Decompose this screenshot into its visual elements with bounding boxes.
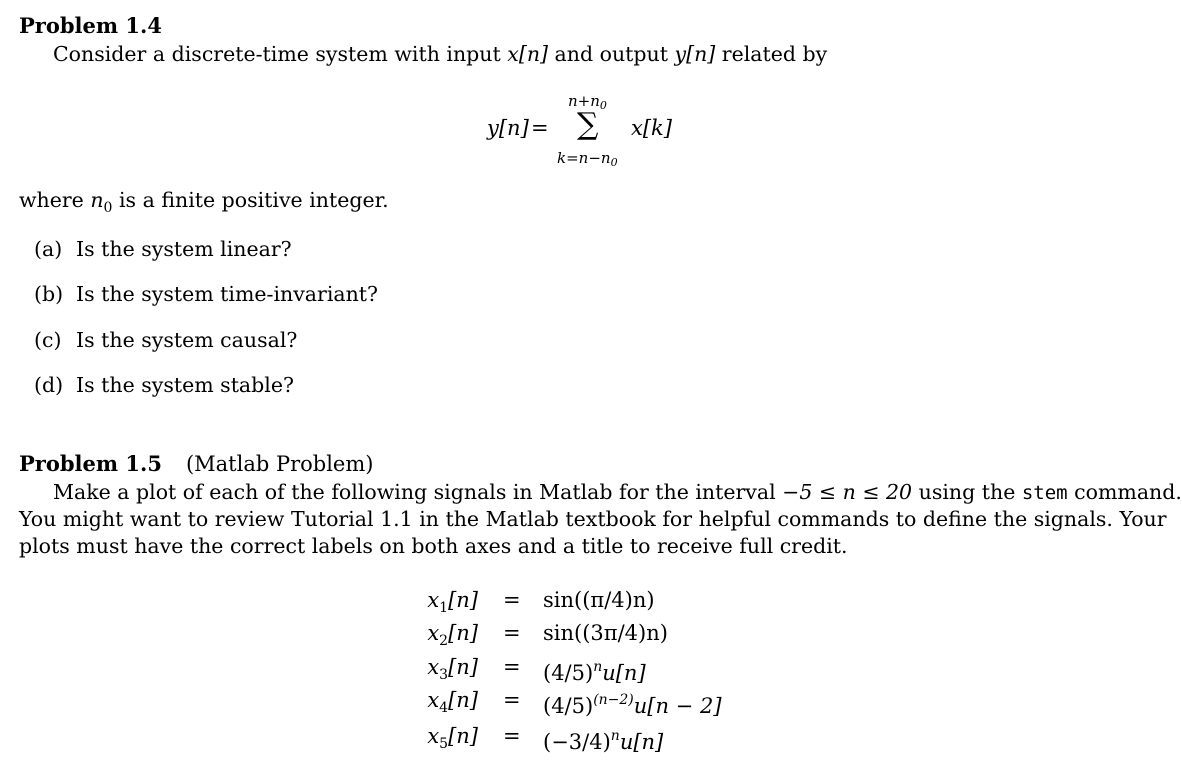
problem-1-5-title: Problem 1.5 xyxy=(19,451,162,476)
equation-lhs: y[n] xyxy=(487,116,529,140)
problem-1-5-line-2: You might want to review Tutorial 1.1 in the Matlab textbook for helpful commands to define the signals. Your xyxy=(19,507,1167,531)
problem-1-5-subtitle: (Matlab Problem) xyxy=(185,452,374,476)
problem-1-4-intro xyxy=(53,41,827,68)
part-c: (c) Is the system causal? xyxy=(34,328,298,352)
where-clause: where $n_0$ is a finite positive integer. xyxy=(19,188,389,216)
part-b: (b) Is the system time-invariant? xyxy=(34,282,379,306)
stem-command: stem xyxy=(1021,482,1068,504)
signal-x3: $x_3[n]$ = $(4/5)^nu[n]$ xyxy=(427,655,646,685)
intro-text-a: Consider a discrete-time system with input xyxy=(53,42,508,66)
signal-x2: $x_2[n]$ = sin((3π/4)n) xyxy=(427,621,668,649)
equation-equals: = xyxy=(531,116,549,140)
problem-1-5-line-1: Make a plot of each of the following signals in Matlab for the interval −5 ≤ n ≤ 20 using the stem command. xyxy=(53,480,1182,504)
intro-text-b: and output xyxy=(548,42,675,66)
signal-x5: $x_5[n]$ = $(-3/4)^nu[n]$ xyxy=(427,724,664,754)
input-signal: x[n] xyxy=(507,42,549,66)
summation-symbol: ∑ xyxy=(577,107,599,142)
signal-x1: $x_1[n]$ = sin((π/4)n) xyxy=(427,588,655,616)
interval: −5 ≤ n ≤ 20 xyxy=(782,480,913,504)
part-a: (a) Is the system linear? xyxy=(34,237,292,261)
signal-x4: $x_4[n]$ = $(4/5)^{(n-2)}u[n - 2]$ xyxy=(427,688,722,718)
sum-upper-limit: $n+n_0$ xyxy=(568,92,607,112)
sum-lower-limit: $k=n-n_0$ xyxy=(557,149,618,169)
problem-1-5-heading xyxy=(19,451,373,476)
output-signal: y[n] xyxy=(674,42,716,66)
problem-1-4-title: Problem 1.4 xyxy=(19,13,162,38)
part-d: (d) Is the system stable? xyxy=(34,373,294,397)
intro-text-c: related by xyxy=(715,42,828,66)
sum-term: x[k] xyxy=(631,116,672,140)
problem-1-5-line-3: plots must have the correct labels on both axes and a title to receive full credit. xyxy=(19,534,848,558)
